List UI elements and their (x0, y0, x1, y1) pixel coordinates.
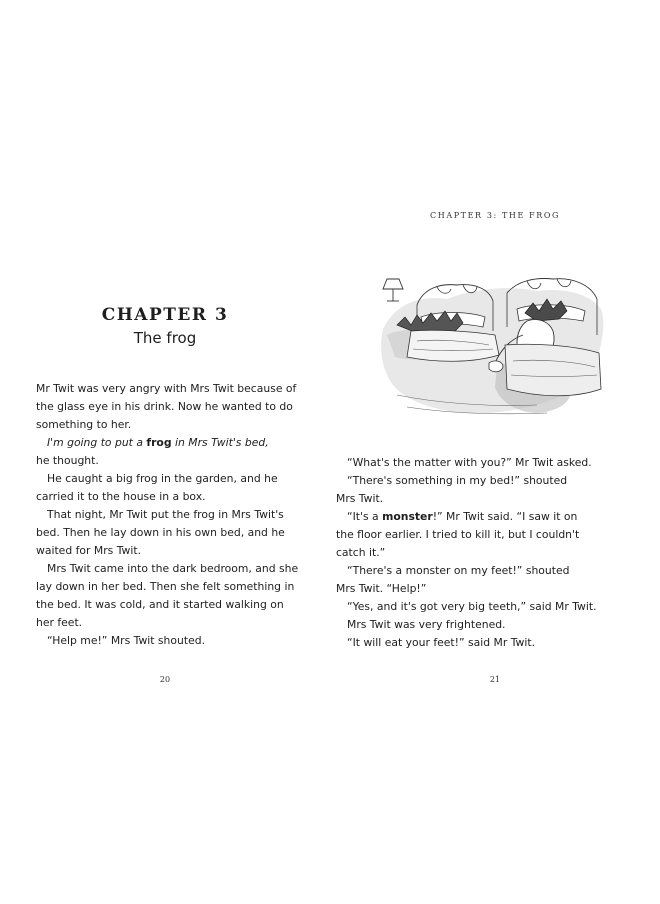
chapter-number: CHAPTER 3 (101, 305, 229, 325)
body-text (336, 454, 621, 652)
text-line: catch it.” (336, 546, 386, 559)
text-line: “There's something in my bed!” shouted (347, 474, 568, 487)
text-line: “It will eat your feet!” said Mr Twit. (347, 636, 536, 649)
text-line: the floor earlier. I tried to kill it, but I couldn't (336, 528, 580, 541)
emphasis-monster: monster (382, 510, 433, 523)
text-line: waited for Mrs Twit. (36, 544, 142, 557)
text-line: her feet. (36, 616, 83, 629)
bed-illustration (377, 265, 607, 417)
text-line: bed. Then he lay down in his own bed, and he (36, 526, 285, 539)
text-line: something to her. (36, 418, 132, 431)
text-line: carried it to the house in a box. (36, 490, 206, 503)
text-line: lay down in her bed. Then she felt something in (36, 580, 295, 593)
emphasis-frog: frog (146, 436, 172, 449)
page-number: 20 (159, 675, 171, 684)
chapter-title: The frog (133, 329, 197, 347)
text-line: “Yes, and it's got very big teeth,” said Mr Twit. (347, 600, 597, 613)
page-number: 21 (489, 675, 501, 684)
text-line: “What's the matter with you?” Mr Twit asked. (347, 456, 592, 469)
text-line-monster (336, 508, 621, 526)
dialogue-text: “It's a (347, 510, 383, 523)
text-line: the bed. It was cold, and it started walking on (36, 598, 284, 611)
text-line: “There's a monster on my feet!” shouted (347, 564, 570, 577)
text-line-thought (36, 434, 306, 452)
text-line: Mrs Twit. (336, 492, 384, 505)
text-line: That night, Mr Twit put the frog in Mrs Twit's (47, 508, 284, 521)
text-line: he thought. (36, 454, 99, 467)
running-head: CHAPTER 3: THE FROG (430, 211, 560, 220)
right-page (330, 0, 660, 904)
text-line: Mr Twit was very angry with Mrs Twit because of (36, 382, 297, 395)
thought-text: I'm going to put a (47, 436, 147, 449)
text-line: Mrs Twit came into the dark bedroom, and she (47, 562, 299, 575)
dialogue-text: !” Mr Twit said. “I saw it on (432, 510, 578, 523)
text-line: “Help me!” Mrs Twit shouted. (47, 634, 206, 647)
text-line: Mrs Twit. “Help!” (336, 582, 427, 595)
body-text (36, 380, 306, 650)
text-line: He caught a big frog in the garden, and he (47, 472, 278, 485)
thought-text: in Mrs Twit's bed, (171, 436, 269, 449)
text-line: Mrs Twit was very frightened. (347, 618, 506, 631)
text-line: the glass eye in his drink. Now he wanted to do (36, 400, 293, 413)
